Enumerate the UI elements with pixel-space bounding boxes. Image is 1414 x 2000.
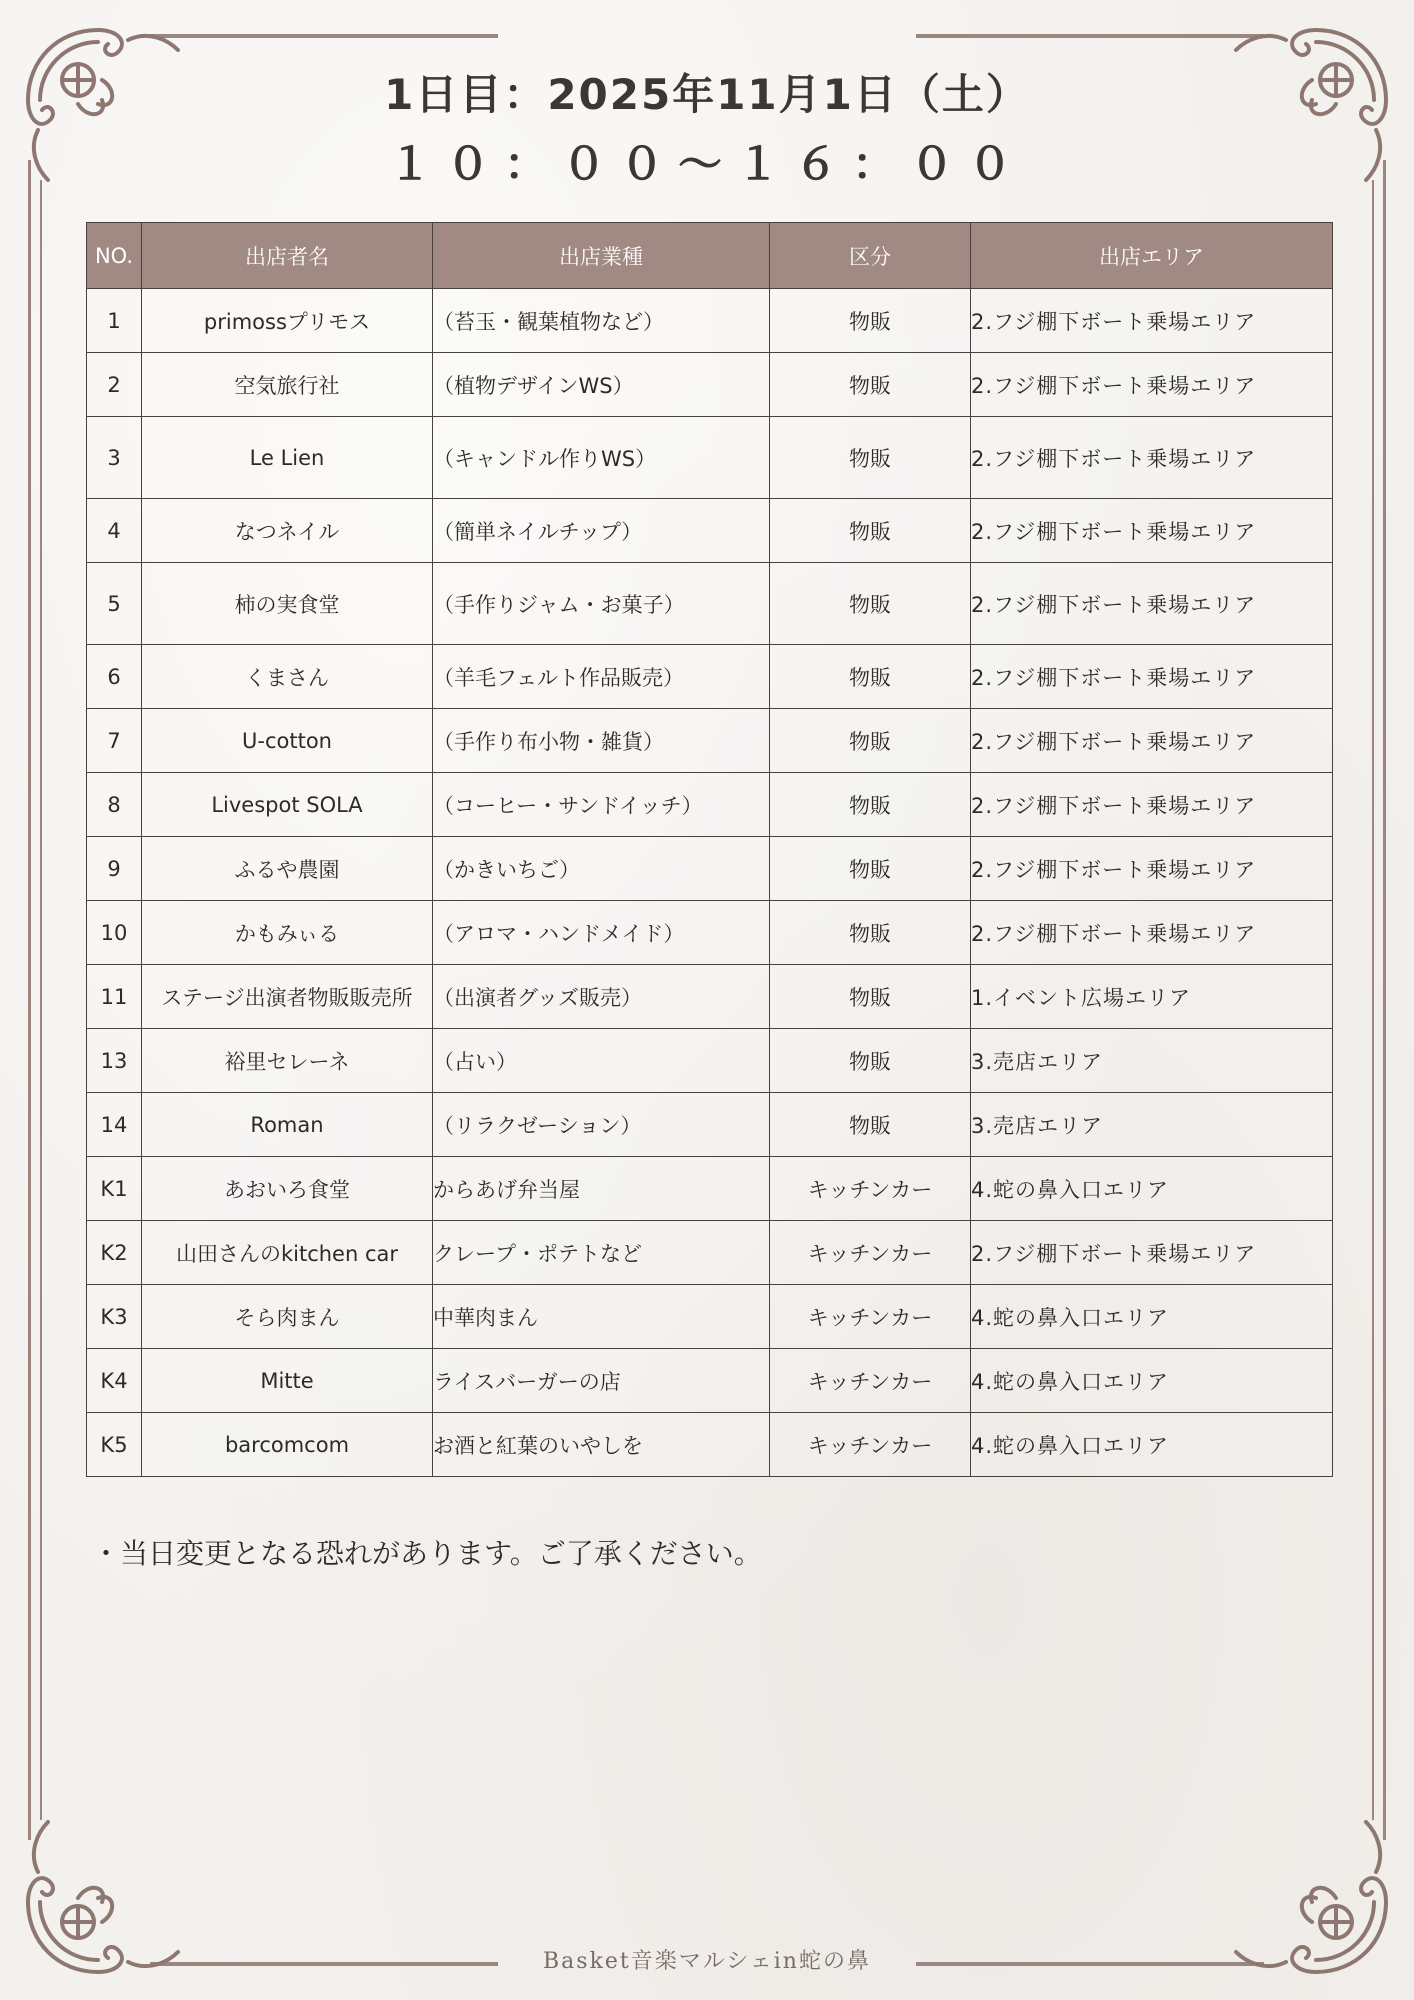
cell-type: 中華肉まん	[433, 1285, 770, 1349]
cell-name: Livespot SOLA	[142, 773, 433, 837]
cell-area: 2.フジ棚下ボート乗場エリア	[971, 1221, 1333, 1285]
cell-no: 4	[87, 499, 142, 563]
cell-area: 2.フジ棚下ボート乗場エリア	[971, 353, 1333, 417]
cell-category: 物販	[770, 1093, 971, 1157]
cell-area: 2.フジ棚下ボート乗場エリア	[971, 709, 1333, 773]
cell-area: 4.蛇の鼻入口エリア	[971, 1413, 1333, 1477]
cell-category: キッチンカー	[770, 1157, 971, 1221]
cell-category: 物販	[770, 417, 971, 499]
cell-name: 空気旅行社	[142, 353, 433, 417]
table-row	[87, 1157, 1333, 1221]
frame-right-line-outer	[1383, 160, 1386, 1840]
cell-name: 裕里セレーネ	[142, 1029, 433, 1093]
cell-area: 2.フジ棚下ボート乗場エリア	[971, 417, 1333, 499]
cell-area: 1.イベント広場エリア	[971, 965, 1333, 1029]
cell-area: 2.フジ棚下ボート乗場エリア	[971, 837, 1333, 901]
table-row	[87, 353, 1333, 417]
cell-type: （占い）	[433, 1029, 770, 1093]
cell-type: お酒と紅葉のいやしを	[433, 1413, 770, 1477]
table-row	[87, 417, 1333, 499]
cell-type: （コーヒー・サンドイッチ）	[433, 773, 770, 837]
cell-type: （羊毛フェルト作品販売）	[433, 645, 770, 709]
table-row	[87, 645, 1333, 709]
table-row	[87, 1413, 1333, 1477]
cell-name: なつネイル	[142, 499, 433, 563]
table-row	[87, 901, 1333, 965]
cell-no: 11	[87, 965, 142, 1029]
table-row	[87, 1349, 1333, 1413]
table-row	[87, 499, 1333, 563]
column-header-category: 区分	[770, 223, 971, 289]
table-row	[87, 289, 1333, 353]
cell-category: 物販	[770, 499, 971, 563]
table-row	[87, 965, 1333, 1029]
cell-area: 2.フジ棚下ボート乗場エリア	[971, 645, 1333, 709]
cell-category: 物販	[770, 709, 971, 773]
column-header-type: 出店業種	[433, 223, 770, 289]
cell-category: 物販	[770, 837, 971, 901]
cell-type: （苔玉・観葉植物など）	[433, 289, 770, 353]
cell-name: かもみぃる	[142, 901, 433, 965]
cell-category: 物販	[770, 289, 971, 353]
cell-no: 6	[87, 645, 142, 709]
cell-no: K5	[87, 1413, 142, 1477]
frame-top-right-line	[916, 34, 1264, 38]
table-row	[87, 837, 1333, 901]
cell-area: 4.蛇の鼻入口エリア	[971, 1285, 1333, 1349]
cell-no: K2	[87, 1221, 142, 1285]
vendor-table	[86, 222, 1333, 1477]
cell-name: Roman	[142, 1093, 433, 1157]
cell-type: （簡単ネイルチップ）	[433, 499, 770, 563]
cell-area: 3.売店エリア	[971, 1093, 1333, 1157]
cell-area: 3.売店エリア	[971, 1029, 1333, 1093]
cell-no: 5	[87, 563, 142, 645]
cell-name: Le Lien	[142, 417, 433, 499]
column-header-area: 出店エリア	[971, 223, 1333, 289]
cell-type: （手作り布小物・雑貨）	[433, 709, 770, 773]
cell-area: 4.蛇の鼻入口エリア	[971, 1157, 1333, 1221]
page-title-date: 1日目：2025年11月1日（土）	[384, 70, 1030, 119]
cell-no: 7	[87, 709, 142, 773]
frame-left-line-inner	[40, 180, 42, 1820]
cell-type: （リラクゼーション）	[433, 1093, 770, 1157]
cell-category: 物販	[770, 353, 971, 417]
cell-area: 2.フジ棚下ボート乗場エリア	[971, 773, 1333, 837]
cell-type: （アロマ・ハンドメイド）	[433, 901, 770, 965]
cell-category: 物販	[770, 1029, 971, 1093]
column-header-name: 出店者名	[142, 223, 433, 289]
cell-type: （植物デザインWS）	[433, 353, 770, 417]
cell-name: 山田さんのkitchen car	[142, 1221, 433, 1285]
table-row	[87, 563, 1333, 645]
cell-name: くまさん	[142, 645, 433, 709]
cell-type: （かきいちご）	[433, 837, 770, 901]
cell-area: 2.フジ棚下ボート乗場エリア	[971, 289, 1333, 353]
cell-name: そら肉まん	[142, 1285, 433, 1349]
cell-category: 物販	[770, 965, 971, 1029]
cell-no: 14	[87, 1093, 142, 1157]
cell-name: barcomcom	[142, 1413, 433, 1477]
page-title-time: １０：００～１６：００	[388, 139, 1026, 190]
cell-name: primossプリモス	[142, 289, 433, 353]
table-row	[87, 773, 1333, 837]
table-header-row	[87, 223, 1333, 289]
table-row	[87, 1285, 1333, 1349]
cell-name: Mitte	[142, 1349, 433, 1413]
cell-type: （手作りジャム・お菓子）	[433, 563, 770, 645]
cell-category: 物販	[770, 901, 971, 965]
cell-area: 2.フジ棚下ボート乗場エリア	[971, 499, 1333, 563]
cell-area: 2.フジ棚下ボート乗場エリア	[971, 901, 1333, 965]
cell-name: 柿の実食堂	[142, 563, 433, 645]
cell-name: U-cotton	[142, 709, 433, 773]
cell-category: キッチンカー	[770, 1413, 971, 1477]
cell-area: 4.蛇の鼻入口エリア	[971, 1349, 1333, 1413]
cell-no: 13	[87, 1029, 142, 1093]
footer-event-name: Basket音楽マルシェin蛇の鼻	[543, 1949, 871, 1974]
cell-category: キッチンカー	[770, 1221, 971, 1285]
cell-category: キッチンカー	[770, 1349, 971, 1413]
table-row	[87, 1093, 1333, 1157]
table-row	[87, 1221, 1333, 1285]
notice-text: ・当日変更となる恐れがあります。ご了承ください。	[92, 1537, 762, 1570]
cell-no: K1	[87, 1157, 142, 1221]
cell-name: あおいろ食堂	[142, 1157, 433, 1221]
frame-left-line-outer	[28, 160, 31, 1840]
cell-area: 2.フジ棚下ボート乗場エリア	[971, 563, 1333, 645]
cell-no: K3	[87, 1285, 142, 1349]
frame-top-left-line	[150, 34, 498, 38]
cell-type: クレープ・ポテトなど	[433, 1221, 770, 1285]
table-row	[87, 1029, 1333, 1093]
table-row	[87, 709, 1333, 773]
cell-category: 物販	[770, 773, 971, 837]
cell-category: 物販	[770, 645, 971, 709]
cell-no: 1	[87, 289, 142, 353]
cell-no: 10	[87, 901, 142, 965]
cell-name: ステージ出演者物販販売所	[142, 965, 433, 1029]
cell-name: ふるや農園	[142, 837, 433, 901]
column-header-no: NO.	[87, 223, 142, 289]
cell-no: 3	[87, 417, 142, 499]
frame-right-line-inner	[1372, 180, 1374, 1820]
cell-no: K4	[87, 1349, 142, 1413]
cell-no: 9	[87, 837, 142, 901]
cell-category: キッチンカー	[770, 1285, 971, 1349]
cell-category: 物販	[770, 563, 971, 645]
cell-no: 8	[87, 773, 142, 837]
cell-no: 2	[87, 353, 142, 417]
cell-type: （出演者グッズ販売）	[433, 965, 770, 1029]
cell-type: ライスバーガーの店	[433, 1349, 770, 1413]
cell-type: （キャンドル作りWS）	[433, 417, 770, 499]
cell-type: からあげ弁当屋	[433, 1157, 770, 1221]
